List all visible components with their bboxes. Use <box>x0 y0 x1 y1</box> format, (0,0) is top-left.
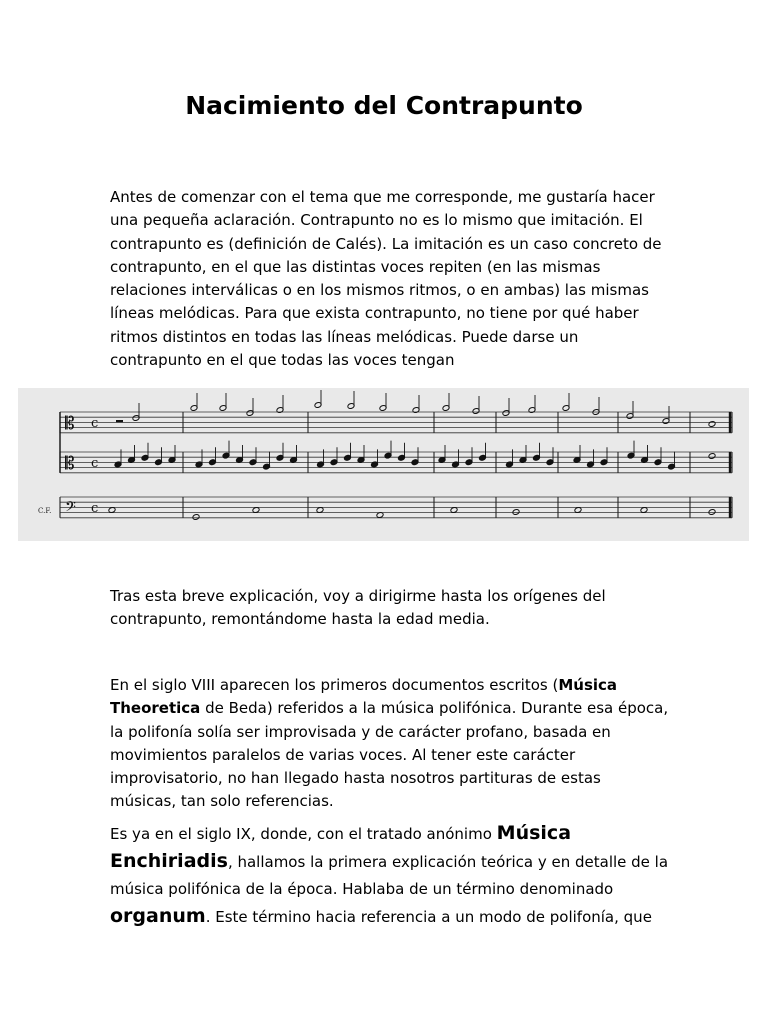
note-head <box>512 509 520 516</box>
siglo-ix-text-3: . Este término hacia referencia a un modo de polifonía, que <box>205 908 652 926</box>
half-rest-icon <box>116 420 123 422</box>
common-time-icon: c <box>91 456 99 471</box>
siglo-ix-text-1: Es ya en el siglo IX, donde, con el tratado anónimo <box>110 825 497 843</box>
note-head <box>708 453 716 460</box>
note-head <box>708 509 716 516</box>
cantus-firmus-label: C.F. <box>38 507 52 515</box>
note-head <box>708 421 716 428</box>
c-clef-icon: 𝄡 <box>65 454 75 474</box>
page-title: Nacimiento del Contrapunto <box>185 91 583 120</box>
musica-theoretica-title: Música Theoretica <box>110 676 618 718</box>
siglo-viii-text-1: En el siglo VIII aparecen los primeros documentos escritos ( <box>110 676 559 694</box>
siglo-ix-text-2: , hallamos la primera explicación teórica y en detalle de la música polifónica de la época. Hablaba de un término denominado <box>110 853 669 898</box>
siglo-viii-paragraph <box>110 674 670 814</box>
siglo-viii-text-2: de Beda) referidos a la música polifónica. Durante esa época, la polifonía solía ser improvisada y de carácter profano, basada en movimientos paralelos de varias voces. Al tener este carácter improvisatorio, no han llegado hasta nosotros partituras de estas músicas, tan solo referencias. <box>110 699 669 811</box>
organum-term: organum <box>110 905 206 927</box>
siglo-ix-paragraph <box>110 820 670 931</box>
explanation-paragraph: Tras esta breve explicación, voy a dirigirme hasta los orígenes del contrapunto, remontándome hasta la edad media. <box>110 587 606 629</box>
bass-clef-icon: 𝄢 <box>65 499 76 519</box>
c-clef-icon: 𝄡 <box>65 414 75 434</box>
common-time-icon: c <box>91 416 99 431</box>
common-time-icon: c <box>91 501 99 516</box>
music-score-image <box>18 388 749 541</box>
musica-enchiriadis-title: Música Enchiriadis <box>110 822 572 872</box>
note-head <box>192 514 200 521</box>
score-notation <box>18 388 749 541</box>
intro-paragraph: Antes de comenzar con el tema que me corresponde, me gustaría hacer una pequeña aclaración. Contrapunto no es lo mismo que imitación. El contrapunto es (definición de Calés). La imitación es un caso concreto de contrapunto, en el que las distintas voces repiten (en las mismas relaciones interválicas o en los mismos ritmos, o en ambas) las mismas líneas melódicas. Para que exista contrapunto, no tiene por qué haber ritmos distintos en todas las líneas melódicas. Puede darse un contrapunto en el que todas las voces tengan <box>110 188 662 370</box>
